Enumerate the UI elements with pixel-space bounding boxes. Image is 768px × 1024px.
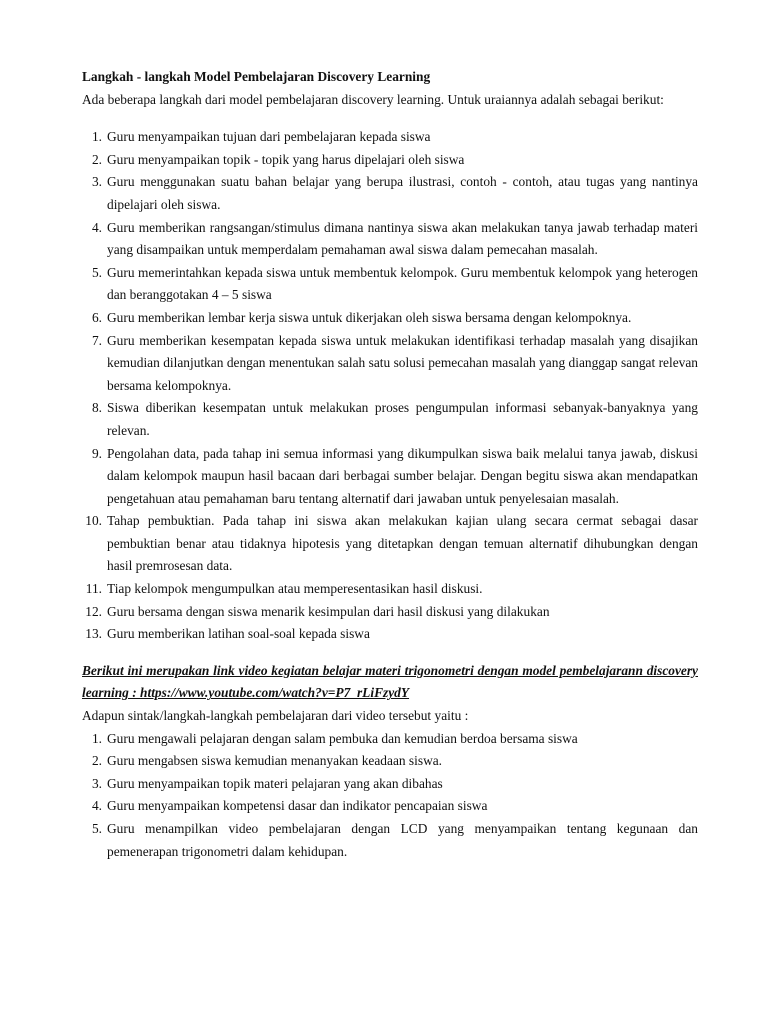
list-item-text: Tiap kelompok mengumpulkan atau memperesentasikan hasil diskusi.	[107, 581, 483, 597]
list-item-text: Pengolahan data, pada tahap ini semua informasi yang dikumpulkan siswa baik melalui tanya jawab, diskusi dalam kelompok maupun hasil bacaan dari berbagai sumber belajar. Dengan begitu siswa akan mendapatkan pengetahuan atau pemahaman baru tentang alternatif dari jawaban untuk penyelesaian masalah.	[107, 445, 698, 506]
list-item-text: Guru memberikan lembar kerja siswa untuk dikerjakan oleh siswa bersama dengan kelompoknya.	[107, 309, 632, 325]
list-item	[82, 578, 698, 601]
list-item-text: Guru mengawali pelajaran dengan salam pembuka dan kemudian berdoa bersama siswa	[107, 730, 578, 746]
list-item	[82, 126, 698, 149]
list-item-number: 11.	[85, 581, 102, 597]
video-steps-list	[82, 728, 698, 864]
intro-paragraph: Ada beberapa langkah dari model pembelajaran discovery learning. Untuk uraiannya adalah sebagai berikut:	[82, 91, 664, 107]
list-item-text: Siswa diberikan kesempatan untuk melakukan proses pengumpulan informasi sebanyak-banyaknya yang relevan.	[107, 400, 698, 438]
list-item	[82, 149, 698, 172]
list-item-number: 2.	[91, 151, 102, 167]
list-item-number: 9.	[91, 445, 102, 461]
list-item	[82, 773, 698, 796]
list-item-text: Guru menggunakan suatu bahan belajar yang berupa ilustrasi, contoh - contoh, atau tugas yang nantinya dipelajari oleh siswa.	[107, 174, 698, 212]
list-item	[82, 397, 698, 442]
list-item	[82, 217, 698, 262]
video-steps-intro: Adapun sintak/langkah-langkah pembelajaran dari video tersebut yaitu :	[82, 708, 469, 724]
list-item-number: 5.	[91, 264, 102, 280]
discovery-steps-list	[82, 126, 698, 510]
list-item-text: Guru menyampaikan topik - topik yang harus dipelajari oleh siswa	[107, 151, 465, 167]
list-item-text: Guru bersama dengan siswa menarik kesimpulan dari hasil diskusi yang dilakukan	[107, 603, 550, 619]
list-item	[82, 818, 698, 863]
list-item-number: 8.	[91, 400, 102, 416]
list-item-number: 6.	[91, 309, 102, 325]
list-item-text: Guru memerintahkan kepada siswa untuk membentuk kelompok. Guru membentuk kelompok yang heterogen dan beranggotakan 4 – 5 siswa	[107, 264, 698, 303]
list-item	[82, 728, 698, 751]
document-title: Langkah - langkah Model Pembelajaran Discovery Learning	[82, 69, 431, 84]
list-item-number: 2.	[91, 753, 102, 769]
list-item	[82, 623, 698, 646]
list-item-number: 3.	[91, 775, 102, 791]
list-item	[82, 171, 698, 216]
list-item	[82, 750, 698, 773]
list-item-text: Guru mengabsen siswa kemudian menanyakan keadaan siswa.	[107, 753, 443, 769]
list-item	[82, 443, 698, 511]
list-item-number: 13.	[85, 626, 102, 642]
list-item-text: Guru memberikan kesempatan kepada siswa untuk melakukan identifikasi terhadap masalah yang disajikan kemudian dilanjutkan dengan menentukan salah satu solusi pemecahan masalah yang dianggap sangat relevan bersama kelompoknya.	[107, 332, 698, 393]
video-link-paragraph[interactable]: Berikut ini merupakan link video kegiatan belajar materi trigonometri dengan model pembelajarann discovery learning : https://www.youtube.com/watch?v=P7_rLiFzydY	[82, 662, 698, 701]
list-item-text: Guru memberikan rangsangan/stimulus dimana nantinya siswa akan melakukan tanya jawab terhadap materi yang disampaikan untuk memperdalam pemahaman awal siswa dalam pemecahan masalah.	[107, 219, 698, 258]
list-item-text: Guru menyampaikan kompetensi dasar dan indikator pencapaian siswa	[107, 798, 488, 814]
list-item	[82, 330, 698, 398]
list-item	[82, 510, 698, 578]
list-item	[82, 262, 698, 307]
list-item-text: Guru menampilkan video pembelajaran dengan LCD yang menyampaikan tentang kegunaan dan pemenerapan trigonometri dalam kehidupan.	[107, 821, 698, 859]
list-item-number: 4.	[91, 798, 102, 814]
document-page	[82, 66, 698, 863]
list-item-number: 7.	[91, 332, 102, 348]
list-item	[82, 795, 698, 818]
list-item	[82, 601, 698, 624]
list-item-number: 5.	[91, 821, 102, 836]
list-item-number: 10.	[85, 513, 102, 529]
list-item	[82, 307, 698, 330]
list-item-number: 1.	[91, 129, 102, 145]
list-item-number: 1.	[91, 730, 102, 746]
list-item-text: Guru menyampaikan topik materi pelajaran yang akan dibahas	[107, 775, 443, 791]
list-item-text: Guru memberikan latihan soal-soal kepada siswa	[107, 626, 370, 642]
discovery-steps-list-continued	[82, 510, 698, 646]
list-item-text: Tahap pembuktian. Pada tahap ini siswa akan melakukan kajian ulang secara cermat sebagai dasar pembuktian benar atau tidaknya hipotesis yang ditetapkan dengan temuan alternatif dihubungkan dengan hasil premrosesan data.	[107, 513, 698, 574]
list-item-number: 4.	[91, 219, 102, 235]
list-item-number: 12.	[85, 603, 102, 619]
list-item-text: Guru menyampaikan tujuan dari pembelajaran kepada siswa	[107, 129, 431, 145]
list-item-number: 3.	[91, 174, 102, 190]
